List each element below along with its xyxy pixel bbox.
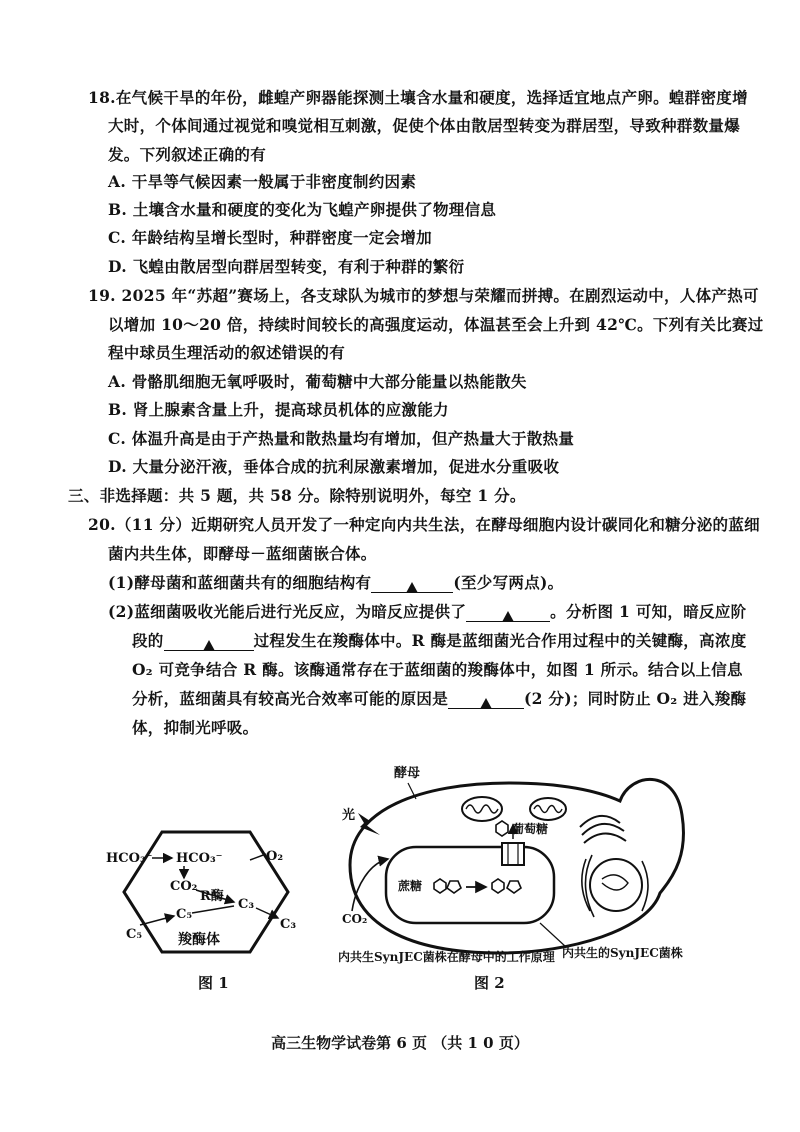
carboxysome-label: 羧酶体: [178, 932, 220, 948]
q20-sub2-line5: 体，抑制光呼吸。: [132, 718, 259, 737]
o2-blocked-arrow: [250, 854, 266, 860]
hco3-outside-label: HCO₃⁻: [106, 851, 153, 866]
q18-option-b: B. 土壤含水量和硬度的变化为飞蝗产卵提供了物理信息: [108, 200, 497, 219]
q20-sub2-l2-text: 段的: [132, 631, 164, 650]
triangle-marker-icon: [406, 582, 418, 593]
q18-stem-line3: 发。下列叙述正确的有: [108, 145, 267, 164]
answer-blank-1[interactable]: [371, 576, 453, 593]
q20-sub2-line2: [132, 631, 747, 651]
q19-stem-line3: 程中球员生理活动的叙述错误的有: [108, 343, 346, 362]
strain-label: 内共生的SynJEC菌株: [562, 946, 683, 960]
triangle-marker-icon: [480, 698, 492, 709]
c3-inside-label: C₃: [238, 897, 255, 912]
q20-sub1-suffix: (至少写两点)。: [453, 573, 564, 592]
q19-option-c: C. 体温升高是由于产热量和散热量均有增加，但产热量大于散热量: [108, 429, 575, 448]
co2-label: CO₂: [170, 879, 198, 894]
q18-option-d: D. 飞蝗由散居型向群居型转变，有利于种群的繁衍: [108, 257, 465, 276]
glucose-label: 葡萄糖: [512, 822, 549, 836]
triangle-marker-icon: [502, 611, 514, 622]
hco3-inside-label: HCO₃⁻: [176, 851, 223, 866]
er-icon: [582, 855, 648, 917]
page-footer: 高三生物学试卷第 6 页 （共 1 0 页）: [271, 1034, 529, 1052]
q19-option-d: D. 大量分泌汗液，垂体合成的抗利尿激素增加，促进水分重吸收: [108, 457, 560, 476]
section-3-heading: 三、非选择题：共 5 题，共 58 分。除特别说明外，每空 1 分。: [68, 486, 526, 505]
sucrose-hexagon-icon: [434, 879, 446, 893]
golgi-icon: [580, 816, 626, 843]
q20-stem-line1: 20.（11 分）近期研究人员开发了一种定向内共生法，在酵母细胞内设计碳同化和糖分泌的蓝细: [88, 515, 760, 534]
q20-sub2-text: (2)蓝细菌吸收光能后进行光反应，为暗反应提供了: [108, 602, 467, 621]
nucleus-detail: [602, 875, 628, 890]
co2-label-fig2: CO₂: [342, 912, 368, 926]
figure-2-caption: 图 2: [474, 974, 505, 992]
r-enzyme-label: R酶: [200, 889, 224, 904]
mitochondrion-cristae: [534, 806, 562, 813]
q20-sub2-suffix: 。分析图 1 可知，暗反应阶: [550, 602, 747, 621]
nucleus-icon: [590, 859, 642, 911]
fructose-product-icon: [507, 881, 521, 893]
q20-sub2-l2-suffix: 过程发生在羧酶体中。R 酶是蓝细菌光合作用过程中的关键酶，高浓度: [253, 631, 747, 650]
light-label: 光: [342, 808, 356, 823]
mitochondrion-cristae: [466, 805, 498, 813]
sugar-transporter-icon: [502, 843, 524, 865]
co2-uptake-arrow: [352, 859, 388, 911]
c5-import-arrow: [140, 916, 174, 925]
yeast-label: 酵母: [394, 766, 421, 781]
q19-stem-line1: 19. 2025 年“苏超”赛场上，各支球队为城市的梦想与荣耀而拼搏。在剧烈运动中，人体产热可: [88, 286, 759, 305]
c3-outside-label: C₃: [280, 917, 297, 932]
figure-1-carboxysome-diagram: [100, 820, 320, 970]
principle-label: 内共生SynJEC菌株在酵母中的工作原理: [338, 950, 555, 964]
q18-stem-line1: 18.在气候干旱的年份，雌蝗产卵器能探测土壤含水量和硬度，选择适宜地点产卵。蝗群密度增: [88, 88, 748, 107]
q20-stem-line2: 菌内共生体，即酵母－蓝细菌嵌合体。: [108, 544, 377, 563]
q18-option-a: A. 干旱等气候因素一般属于非密度制约因素: [108, 172, 417, 191]
answer-blank-4[interactable]: [448, 692, 524, 709]
q20-sub2-line1: [108, 602, 746, 622]
sucrose-label: 蔗糖: [398, 879, 423, 893]
sucrose-pentagon-icon: [447, 881, 461, 893]
answer-blank-3[interactable]: [164, 634, 254, 651]
glucose-hexagon-icon: [496, 821, 508, 836]
q20-sub1-text: (1)酵母菌和蓝细菌共有的细胞结构有: [108, 573, 372, 592]
q20-sub2-line3: O₂ 可竞争结合 R 酶。该酶通常存在于蓝细菌的羧酶体中，如图 1 所示。结合以上信息: [132, 660, 743, 679]
q18-option-c: C. 年龄结构呈增长型时，种群密度一定会增加: [108, 228, 432, 247]
q19-option-b: B. 肾上腺素含量上升，提高球员机体的应激能力: [108, 400, 449, 419]
q20-sub2-line4: [132, 689, 746, 709]
c5-to-c3-line: [192, 906, 234, 913]
answer-blank-2[interactable]: [466, 605, 550, 622]
q19-stem-line2: 以增加 10～20 倍，持续时间较长的高强度运动，体温甚至会上升到 42℃。下列有关比赛过: [108, 315, 764, 334]
figure-1-caption: 图 1: [198, 974, 229, 992]
o2-label: O₂: [266, 849, 284, 864]
q19-option-a: A. 骨骼肌细胞无氧呼吸时，葡萄糖中大部分能量以热能散失: [108, 372, 527, 391]
q20-sub1: [108, 573, 563, 593]
c5-inside-label: C₅: [176, 907, 193, 922]
c5-outside-label: C₅: [126, 927, 143, 942]
figure-2-yeast-diagram: [330, 755, 690, 965]
q20-sub2-l4-suffix: (2 分)；同时防止 O₂ 进入羧酶: [524, 689, 747, 708]
q20-sub2-l4-text: 分析，蓝细菌具有较高光合效率可能的原因是: [132, 689, 449, 708]
glucose-product-icon: [492, 879, 504, 893]
q18-stem-line2: 大时，个体间通过视觉和嗅觉相互刺激，促使个体由散居型转变为群居型，导致种群数量爆: [108, 116, 741, 135]
triangle-marker-icon: [203, 640, 215, 651]
